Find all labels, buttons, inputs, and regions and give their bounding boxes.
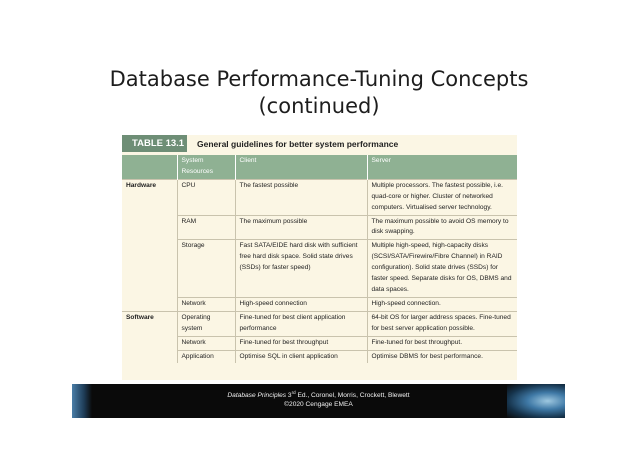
category-cell: [122, 297, 177, 311]
table-caption-bar: [122, 135, 517, 152]
resource-cell: CPU: [177, 179, 235, 215]
client-cell: The fastest possible: [235, 179, 367, 215]
category-cell: [122, 215, 177, 240]
guidelines-table: [122, 155, 517, 363]
server-cell: Multiple processors. The fastest possible, i.e. quad-core or higher. Cluster of networked computers. Virtualised server technology.: [367, 179, 517, 215]
slide-title-line-1: Database Performance-Tuning Concepts: [109, 67, 529, 91]
table-row: [122, 336, 517, 350]
category-cell: [122, 350, 177, 363]
client-cell: Optimise SQL in client application: [235, 350, 367, 363]
client-cell: Fine-tuned for best client application performance: [235, 311, 367, 336]
server-cell: Fine-tuned for best throughput.: [367, 336, 517, 350]
header-server: Server: [367, 155, 517, 179]
guidelines-table-panel: [122, 135, 517, 380]
resource-cell: RAM: [177, 215, 235, 240]
table-number-label: TABLE 13.1: [122, 135, 187, 152]
category-cell: [122, 336, 177, 350]
table-row: [122, 311, 517, 336]
footer-edition-number: 3: [287, 392, 292, 399]
server-cell: Optimise DBMS for best performance.: [367, 350, 517, 363]
client-cell: Fast SATA/EIDE hard disk with sufficient free hard disk space. Solid state drives (SSDs) for faster speed): [235, 240, 367, 298]
category-cell: [122, 240, 177, 298]
table-row: [122, 240, 517, 298]
client-cell: The maximum possible: [235, 215, 367, 240]
table-row: [122, 179, 517, 215]
footer-authors: Ed., Coronel, Morris, Crockett, Blewett: [295, 392, 410, 399]
footer-book-title: Database Principles: [227, 392, 287, 399]
slide-footer: [72, 384, 565, 418]
table-row: [122, 297, 517, 311]
category-cell: Hardware: [122, 179, 177, 215]
footer-copyright: ©2020 Cengage EMEA: [284, 401, 353, 408]
header-category: [122, 155, 177, 179]
footer-edition-suffix: rd: [291, 389, 296, 395]
client-cell: High-speed connection: [235, 297, 367, 311]
footer-book-line: [72, 391, 565, 400]
client-cell: Fine-tuned for best throughput: [235, 336, 367, 350]
header-client: Client: [235, 155, 367, 179]
server-cell: Multiple high-speed, high-capacity disks (SCSI/SATA/Firewire/Fibre Channel) in RAID configuration). Solid state drives (SSDs) for faster speed. Separate disks for OS, DBMS and data spaces.: [367, 240, 517, 298]
resource-cell: Network: [177, 297, 235, 311]
resource-cell: Network: [177, 336, 235, 350]
table-caption: General guidelines for better system performance: [197, 138, 399, 149]
server-cell: The maximum possible to avoid OS memory to disk swapping.: [367, 215, 517, 240]
footer-citation: [72, 391, 565, 409]
slide-title: [0, 66, 638, 120]
resource-cell: Storage: [177, 240, 235, 298]
slide-title-line-2: (continued): [258, 94, 380, 118]
header-system-resources: System Resources: [177, 155, 235, 179]
table-row: [122, 215, 517, 240]
resource-cell: Operating system: [177, 311, 235, 336]
server-cell: 64-bit OS for larger address spaces. Fine-tuned for best server application possible.: [367, 311, 517, 336]
category-cell: Software: [122, 311, 177, 336]
resource-cell: Application: [177, 350, 235, 363]
table-row: [122, 350, 517, 363]
server-cell: High-speed connection.: [367, 297, 517, 311]
table-header-row: [122, 155, 517, 179]
